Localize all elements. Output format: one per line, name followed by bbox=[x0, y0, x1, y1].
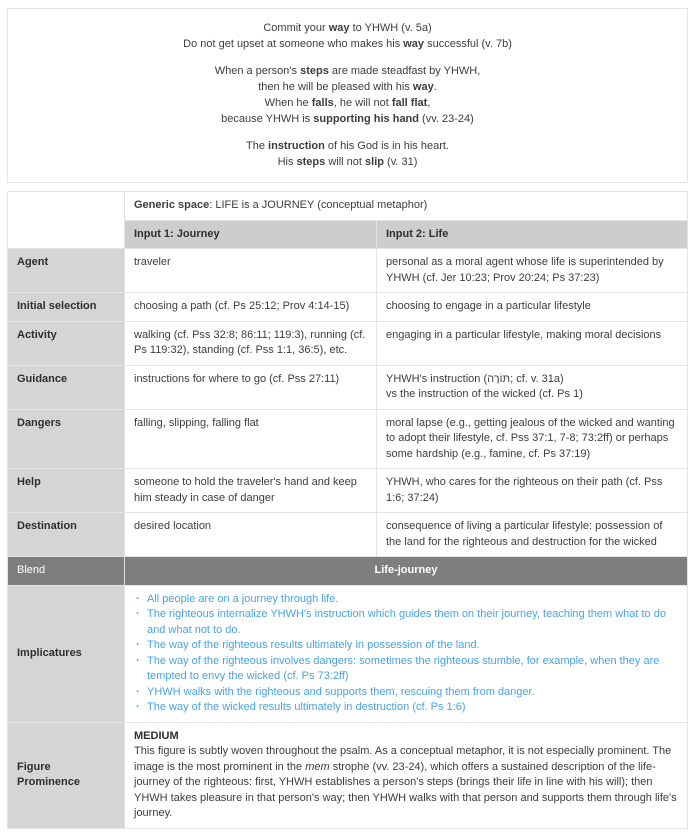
row-header-agent: Agent bbox=[8, 249, 125, 293]
table-row-guidance bbox=[8, 365, 688, 409]
figure-prominence-cell bbox=[125, 722, 688, 828]
cell-life-help: YHWH, who cares for the righteous on their path (cf. Pss 1:6; 37:24) bbox=[377, 469, 688, 513]
implicature-item: · All people are on a journey through life. bbox=[134, 592, 678, 608]
verse-quote-box bbox=[7, 8, 688, 183]
blend-row bbox=[8, 557, 688, 586]
input1-journey-header: Input 1: Journey bbox=[125, 220, 377, 249]
row-header-figure-prominence: Figure Prominence bbox=[8, 722, 125, 828]
cell-life-activity: engaging in a particular lifestyle, making moral decisions bbox=[377, 321, 688, 365]
quote-line: then he will be pleased with his way. bbox=[258, 81, 437, 93]
conceptual-blend-table bbox=[7, 191, 688, 829]
quote-line: because YHWH is supporting his hand (vv. 23-24) bbox=[221, 113, 474, 125]
row-header-dangers: Dangers bbox=[8, 409, 125, 469]
generic-space-cell: Generic space: LIFE is a JOURNEY (conceptual metaphor) bbox=[125, 192, 688, 221]
cell-journey-destination: desired location bbox=[125, 513, 377, 557]
cell-life-destination: consequence of living a particular lifestyle: possession of the land for the righteous and destruction for the wicked bbox=[377, 513, 688, 557]
quote-line: His steps will not slip (v. 31) bbox=[277, 156, 418, 168]
quote-line: The instruction of his God is in his heart. bbox=[246, 140, 449, 152]
prominence-level: MEDIUM bbox=[134, 729, 179, 742]
input2-life-header: Input 2: Life bbox=[377, 220, 688, 249]
implicature-item: · The way of the righteous results ultimately in possession of the land. bbox=[134, 638, 678, 654]
quote-line: When a person’s steps are made steadfast by YHWH, bbox=[214, 65, 481, 77]
cell-life-guidance: YHWH's instruction (תּוֹרָה; cf. v. 31a) vs the instruction of the wicked (cf. Ps 1) bbox=[377, 365, 688, 409]
quote-stanza-2 bbox=[16, 63, 679, 127]
implicatures-list bbox=[134, 592, 678, 716]
implicatures-cell bbox=[125, 585, 688, 722]
cell-journey-help: someone to hold the traveler's hand and keep him steady in case of danger bbox=[125, 469, 377, 513]
table-row-initial-selection bbox=[8, 293, 688, 322]
row-header-implicatures: Implicatures bbox=[8, 585, 125, 722]
quote-line: Do not get upset at someone who makes his way successful (v. 7b) bbox=[183, 38, 512, 50]
quote-line: When he falls, he will not fall flat, bbox=[264, 97, 431, 109]
cell-journey-activity: walking (cf. Pss 32:8; 86:11; 119:3), running (cf. Ps 119:32), standing (cf. Pss 1:1, 36:5), etc. bbox=[125, 321, 377, 365]
cell-journey-agent: traveler bbox=[125, 249, 377, 293]
blend-value-cell: Life-journey bbox=[125, 557, 688, 586]
table-row-activity bbox=[8, 321, 688, 365]
cell-journey-dangers: falling, slipping, falling flat bbox=[125, 409, 377, 469]
prominence-description: This figure is subtly woven throughout the psalm. As a conceptual metaphor, it is not especially prominent. The image is the most prominent in the mem strophe (vv. 23-24), which offers a sustained description of the life-journey of the righteous: first, YHWH establishes a person's steps (brings their life in line with his will); then YHWH takes pleasure in that person's way; then YHWH walks with that person and supports them through life's journey. bbox=[134, 745, 677, 819]
implicatures-row bbox=[8, 585, 688, 722]
cell-life-initial-selection: choosing to engage in a particular lifestyle bbox=[377, 293, 688, 322]
table-row-dangers bbox=[8, 409, 688, 469]
quote-stanza-3 bbox=[16, 138, 679, 170]
cell-life-agent: personal as a moral agent whose life is superintended by YHWH (cf. Jer 10:23; Prov 20:24; Ps 37:23) bbox=[377, 249, 688, 293]
implicature-item: · YHWH walks with the righteous and supports them, rescuing them from danger. bbox=[134, 685, 678, 701]
empty-corner-cell bbox=[8, 192, 125, 249]
row-header-activity: Activity bbox=[8, 321, 125, 365]
row-header-guidance: Guidance bbox=[8, 365, 125, 409]
cell-journey-initial-selection: choosing a path (cf. Ps 25:12; Prov 4:14-15) bbox=[125, 293, 377, 322]
table-row-agent bbox=[8, 249, 688, 293]
quote-stanza-1 bbox=[16, 20, 679, 52]
row-header-help: Help bbox=[8, 469, 125, 513]
cell-life-dangers: moral lapse (e.g., getting jealous of the wicked and wanting to adopt their lifestyle, cf. Pss 37:1, 7-8; 73:2ff) or perhaps some hardship (e.g., famine, cf. Ps 37:19) bbox=[377, 409, 688, 469]
row-header-initial-selection: Initial selection bbox=[8, 293, 125, 322]
implicature-item: · The way of the righteous involves dangers: sometimes the righteous stumble, for example, when they are tempted to envy the wicked (cf. Ps 73:2ff) bbox=[134, 654, 678, 685]
implicature-item: · The righteous internalize YHWH's instruction which guides them on their journey, teaching them what to do and what not to do. bbox=[134, 607, 678, 638]
figure-prominence-row bbox=[8, 722, 688, 828]
implicature-item: · The way of the wicked results ultimately in destruction (cf. Ps 1:6) bbox=[134, 700, 678, 716]
cell-journey-guidance: instructions for where to go (cf. Pss 27:11) bbox=[125, 365, 377, 409]
table-row-destination bbox=[8, 513, 688, 557]
table-row-help bbox=[8, 469, 688, 513]
generic-space-row bbox=[8, 192, 688, 221]
page-container bbox=[7, 8, 688, 829]
quote-line: Commit your way to YHWH (v. 5a) bbox=[263, 22, 432, 34]
row-header-blend: Blend bbox=[8, 557, 125, 586]
row-header-destination: Destination bbox=[8, 513, 125, 557]
